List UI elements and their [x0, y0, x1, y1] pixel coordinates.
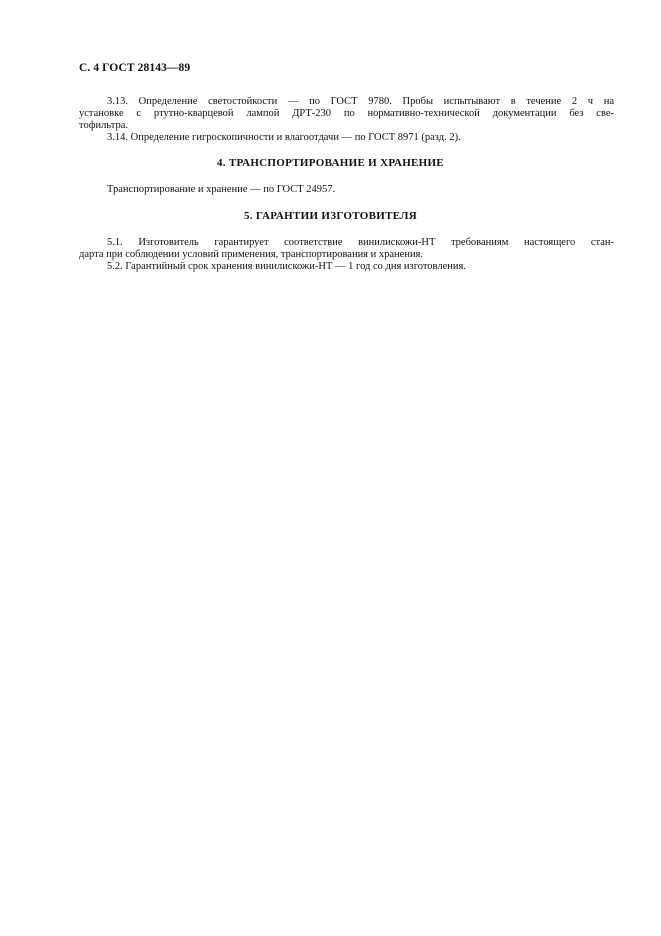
- paragraph-5-1-line-2: дарта при соблюдении условий применения, транспортирования и хранения.: [79, 249, 424, 260]
- paragraph-5-2: 5.2. Гарантийный срок хранения винилискожи-НТ — 1 год со дня изготовления.: [107, 261, 466, 272]
- page-header: С. 4 ГОСТ 28143—89: [79, 62, 191, 74]
- paragraph-5-1-line-1: 5.1. Изготовитель гарантирует соответствие винилискожи-НТ требованиям настоящего стан-: [107, 237, 614, 248]
- paragraph-3-13-line-2: установке с ртутно-кварцевой лампой ДРТ-230 по нормативно-технической документации без све-: [79, 108, 614, 119]
- section-4-title: 4. ТРАНСПОРТИРОВАНИЕ И ХРАНЕНИЕ: [216, 157, 445, 169]
- section-5-title: 5. ГАРАНТИИ ИЗГОТОВИТЕЛЯ: [244, 210, 417, 222]
- paragraph-3-13-line-1: 3.13. Определение светостойкости — по ГОСТ 9780. Пробы испытывают в течение 2 ч на: [107, 96, 614, 107]
- section-4-text: Транспортирование и хранение — по ГОСТ 24957.: [107, 184, 336, 195]
- paragraph-3-13-line-3: тофильтра.: [79, 120, 129, 131]
- paragraph-3-14: 3.14. Определение гигроскопичности и влагоотдачи — по ГОСТ 8971 (разд. 2).: [107, 132, 461, 143]
